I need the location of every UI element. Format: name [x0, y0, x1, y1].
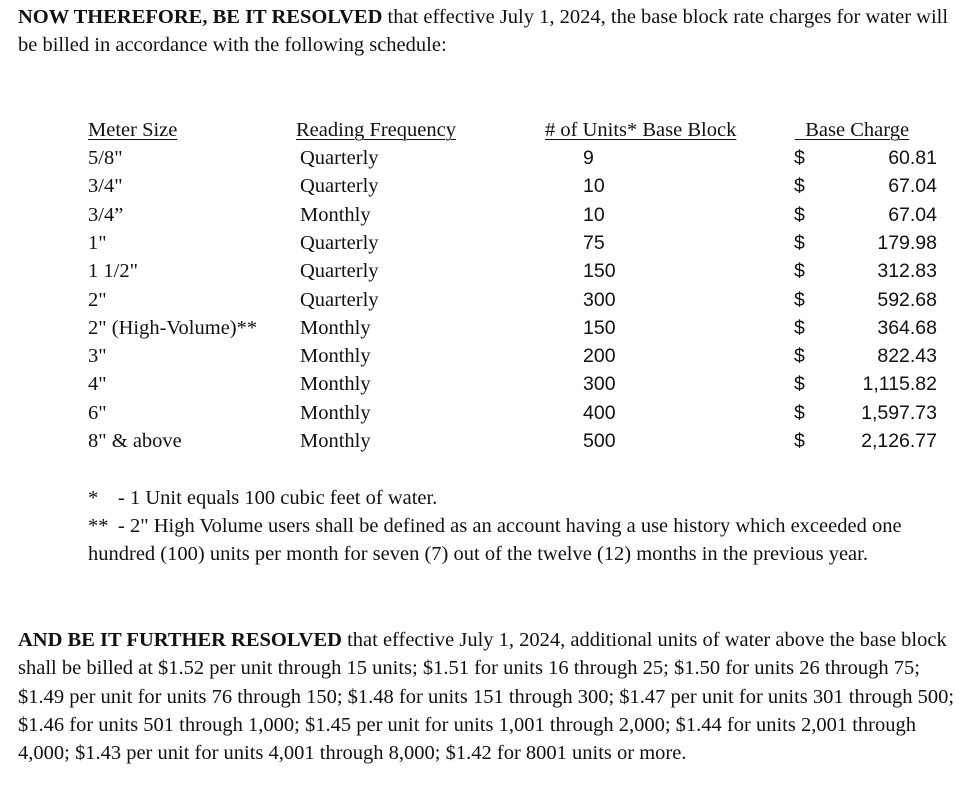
footnote-high-volume: ** - 2" High Volume users shall be defined as an account having a use history which exceeded one hundred (100) units per month for seven (7) out of the twelve (12) months in the previous year.: [88, 515, 902, 566]
meter-size-cell: 5/8": [88, 147, 123, 169]
intro-text: that effective July 1, 2024, the base block rate charges for water will be billed in accordance with the following schedule:: [18, 6, 949, 57]
meter-size-cell: 6": [88, 402, 107, 424]
meter-size-cell: 2" (High-Volume)**: [88, 317, 258, 339]
frequency-cell: Quarterly: [300, 289, 379, 311]
base-charge-cell: 1,597.73: [861, 402, 937, 424]
units-cell: 9: [583, 147, 594, 169]
footnote-unit: * - 1 Unit equals 100 cubic feet of water.: [88, 487, 438, 509]
frequency-cell: Monthly: [300, 402, 371, 424]
further-lead: AND BE IT FURTHER RESOLVED: [18, 629, 342, 651]
header-reading-frequency: Reading Frequency: [296, 119, 456, 141]
further-paragraph: [18, 626, 958, 767]
meter-size-cell: 1 1/2": [88, 260, 138, 282]
units-cell: 500: [583, 430, 616, 452]
currency-symbol: $: [794, 317, 805, 339]
frequency-cell: Monthly: [300, 373, 371, 395]
meter-size-cell: 8" & above: [88, 430, 182, 452]
currency-symbol: $: [794, 430, 805, 452]
currency-symbol: $: [794, 147, 805, 169]
further-text: that effective July 1, 2024, additional units of water above the base block shall be billed at $1.52 per unit through 15 units; $1.51 for units 16 through 25; $1.50 for units 26 through 75; $1.49 per unit for units 76 through 150; $1.48 for units 151 through 300; $1.47 per unit for units 301 through 500; $1.46 for units 501 through 1,000; $1.45 per unit for units 1,001 through 2,000; $1.44 for units 2,001 through 4,000; $1.43 per unit for units 4,001 through 8,000; $1.42 for 8001 units or more.: [18, 629, 955, 765]
base-charge-cell: 592.68: [877, 289, 937, 311]
frequency-cell: Quarterly: [300, 260, 379, 282]
currency-symbol: $: [794, 289, 805, 311]
units-cell: 300: [583, 373, 616, 395]
header-units: # of Units* Base Block: [545, 119, 737, 141]
intro-paragraph: [18, 3, 958, 60]
header-meter-size: Meter Size: [88, 119, 178, 141]
units-cell: 150: [583, 317, 616, 339]
units-cell: 150: [583, 260, 616, 282]
currency-symbol: $: [794, 204, 805, 226]
units-cell: 300: [583, 289, 616, 311]
frequency-cell: Monthly: [300, 317, 371, 339]
meter-size-cell: 2": [88, 289, 107, 311]
meter-size-cell: 4": [88, 373, 107, 395]
units-cell: 10: [583, 175, 605, 197]
meter-size-cell: 1": [88, 232, 107, 254]
base-charge-cell: 179.98: [877, 232, 937, 254]
intro-lead: NOW THEREFORE, BE IT RESOLVED: [18, 6, 383, 28]
base-charge-cell: 67.04: [888, 175, 937, 197]
units-cell: 400: [583, 402, 616, 424]
frequency-cell: Monthly: [300, 430, 371, 452]
frequency-cell: Monthly: [300, 345, 371, 367]
currency-symbol: $: [794, 175, 805, 197]
meter-size-cell: 3": [88, 345, 107, 367]
frequency-cell: Quarterly: [300, 175, 379, 197]
currency-symbol: $: [794, 373, 805, 395]
base-charge-cell: 60.81: [888, 147, 937, 169]
meter-size-cell: 3/4”: [88, 204, 124, 226]
base-charge-cell: 2,126.77: [861, 430, 937, 452]
currency-symbol: $: [794, 260, 805, 282]
base-charge-cell: 312.83: [877, 260, 937, 282]
base-charge-cell: 1,115.82: [862, 373, 937, 395]
base-charge-cell: 822.43: [877, 345, 937, 367]
frequency-cell: Quarterly: [300, 147, 379, 169]
header-base-charge: Base Charge: [805, 119, 910, 141]
base-charge-cell: 67.04: [888, 204, 937, 226]
frequency-cell: Quarterly: [300, 232, 379, 254]
units-cell: 75: [583, 232, 605, 254]
units-cell: 10: [583, 204, 605, 226]
frequency-cell: Monthly: [300, 204, 371, 226]
units-cell: 200: [583, 345, 616, 367]
currency-symbol: $: [794, 402, 805, 424]
currency-symbol: $: [794, 345, 805, 367]
base-charge-cell: 364.68: [877, 317, 937, 339]
meter-size-cell: 3/4": [88, 175, 123, 197]
currency-symbol: $: [794, 232, 805, 254]
